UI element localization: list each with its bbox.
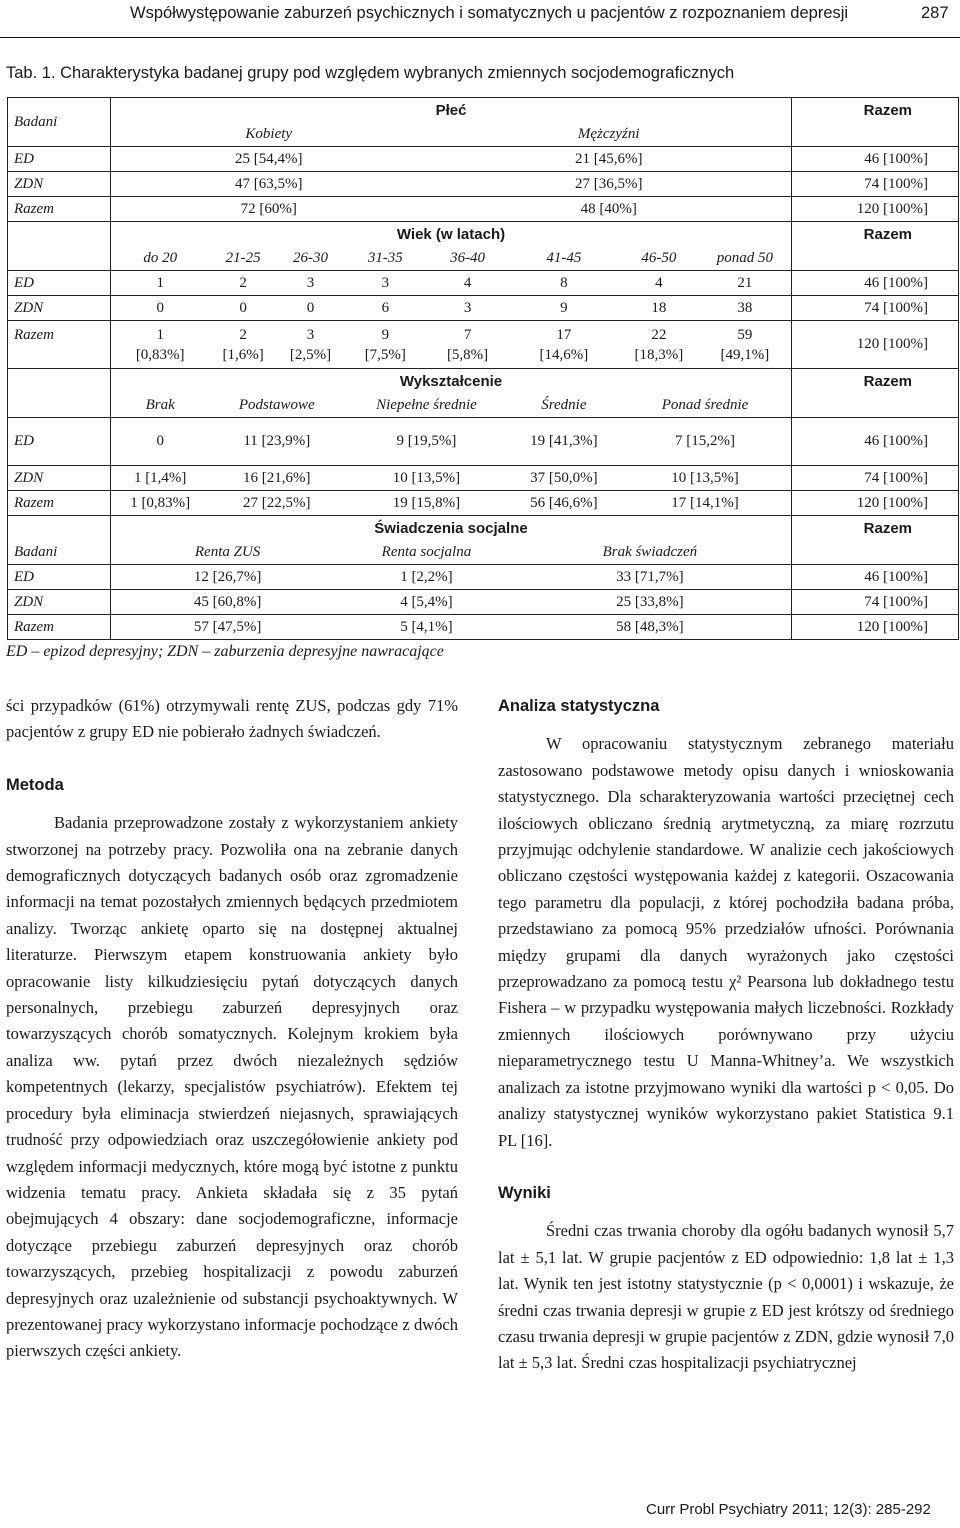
table-cell: 48 [40%] [426,197,791,222]
col-header: 36-40 [450,249,486,266]
journal-citation: Curr Probl Psychiatry 2011; 12(3): 285-292 [646,1501,931,1518]
table-cell: 59 [49,1%] [699,321,792,369]
total-cell: 74 [100%] [792,296,959,321]
col-header: Ponad średnie [661,396,749,413]
table-cell: 0 [111,418,210,466]
row-label: ED [8,147,111,172]
table-cell: 21 [45,6%] [426,147,791,172]
total-cell: 74 [100%] [792,590,959,615]
row-label: Razem [8,491,111,516]
col-header: Niepełne średnie [376,396,477,413]
section-heading-wyniki: Wyniki [498,1183,551,1202]
table-cell: 8 [509,271,619,296]
row-label: ED [8,418,111,466]
table-cell: 6 [344,296,426,321]
total-header: Razem [792,369,959,394]
table-cell: 9 [7,5%] [344,321,426,369]
table-cell: 17 [14,1%] [619,491,791,516]
table-cell: 7 [5,8%] [426,321,508,369]
table-cell: 3 [426,296,508,321]
table-cell: 1 [2,2%] [344,565,509,590]
total-cell: 120 [100%] [792,491,959,516]
row-label: Razem [8,615,111,640]
col-header: do 20 [143,249,178,266]
total-cell: 74 [100%] [792,466,959,491]
table-cell: 1 [111,271,210,296]
paragraph: W opracowaniu statystycznym zebranego materiału zastosowano podstawowe metody opisu danych i wnioskowania statystycznego. Dla scharakteryzowania wartości przeciętnej cech ilościowych obliczano średnią arytmetyczną, za miarę rozrzutu przyjmując odchylenie standardowe. W analizie cech jakościowych obliczano częstości występowania każdej z kategorii. Oszacowania tego parametru dla populacji, z której pochodziła badana próba, przedstawiano za pomocą 95% przedziałów ufności. Porównania między grupami dla danych wyrażonych jako częstości przeprowadzano za pomocą testu χ² Pearsona lub dokładnego testu Fishera – w przypadku występowania małych liczebności. Rozkłady zmiennych ilościowych porównywano przy użyciu nieparametrycznego testu U Manna-Whitney’a. We wszystkich analizach za istotne przyjmowano wyniki dla wartości p < 0,05. Do analizy statystycznej wyników wykorzystano pakiet Statistica 9.1 PL [16]. [498,734,954,1150]
total-cell: 46 [100%] [792,147,959,172]
table-caption: Tab. 1. Charakterystyka badanej grupy pod względem wybranych zmiennych socjodemograficznych [6,64,735,82]
paragraph: Badania przeprowadzone zostały z wykorzystaniem ankiety stworzonej na potrzeby pracy. Pozwoliła ona na zebranie danych demograficznych dotyczących badanych osób oraz zgromadzenie informacji na temat pozostałych zmiennych będących przedmiotem analizy. Tworząc ankietę oparto się na dostępnej aktualnej literaturze. Pierwszym etapem konstruowania ankiety było opracowanie listy kilkudziesięciu pytań dotyczących danych personalnych, przebiegu zaburzeń depresyjnych oraz towarzyszących chorób somatycznych. Kolejnym krokiem była analiza ww. pytań przez dwóch niezależnych sędziów kompetentnych (lekarzy, specjalistów psychiatrów). Efektem tej procedury była eliminacja stwierdzeń niejasnych, sprawiających trudność przy odpowiedziach oraz uszczegółowienie ankiety pod względem informacji medycznych, które mogą być istotne z punktu widzenia tematu pracy. Ankieta składała się z 35 pytań obejmujących 4 obszary: dane socjodemograficzne, informacje dotyczące przebiegu zaburzeń depresyjnych oraz chorób towarzyszących, przebieg hospitalizacji z powodu zaburzeń depresyjnych oraz uzależnienie od substancji psychoaktywnych. W prezentowanej pracy wykorzystano informacje pochodzące z dwóch pierwszych części ankiety. [6,813,458,1361]
table-cell: 2 [209,271,276,296]
table-cell: 12 [26,7%] [111,565,345,590]
total-cell: 120 [100%] [792,615,959,640]
total-header: Razem [792,98,959,123]
section-heading-analiza: Analiza statystyczna [498,697,660,715]
table-cell: 19 [41,3%] [509,418,619,466]
page-number: 287 [921,4,949,22]
table-cell: 27 [22,5%] [209,491,344,516]
table-cell: 37 [50,0%] [509,466,619,491]
table-cell: 3 [277,271,344,296]
table-cell: 58 [48,3%] [509,615,792,640]
group-header-wiek: Wiek (w latach) [111,222,792,247]
table-cell: 4 [426,271,508,296]
table-cell: 4 [5,4%] [344,590,509,615]
row-label: ZDN [8,296,111,321]
group-header-swiadczenia: Świadczenia socjalne [111,516,792,541]
table-cell: 3 [2,5%] [277,321,344,369]
table-cell: 45 [60,8%] [111,590,345,615]
col-header: Brak świadczeń [602,543,698,560]
table-cell: 9 [19,5%] [344,418,509,466]
left-column [6,693,458,1365]
paragraph: Średni czas trwania choroby dla ogółu badanych wynosił 5,7 lat ± 5,1 lat. W grupie pacjentów z ED odpowiednio: 1,8 lat ± 1,3 lat. Wynik ten jest istotny statystycznie (p < 0,0001) i wskazuje, że średni czas trwania depresji w grupie z ED jest krótszy od średniego czasu trwania depresji w grupie pacjentów z ZDN, gdzie wynosił 7,0 lat ± 5,3 lat. Średni czas hospitalizacji psychiatrycznej [498,1221,954,1373]
paragraph: ści przypadków (61%) otrzymywali rentę ZUS, podczas gdy 71% pacjentów z grupy ED nie pobierało żadnych świadczeń. [6,696,458,742]
col-header: 46-50 [641,249,677,266]
col-header: Renta socjalna [381,543,472,560]
table-cell: 9 [509,296,619,321]
group-header-wyksztalcenie: Wykształcenie [111,369,792,394]
table-cell: 11 [23,9%] [209,418,344,466]
table-cell: 72 [60%] [111,197,427,222]
col-header: 41-45 [546,249,582,266]
row-label: Razem [8,321,111,369]
table-cell: 38 [699,296,792,321]
demographics-table [7,97,959,640]
total-cell: 120 [100%] [792,321,959,369]
section-heading-metoda: Metoda [6,775,64,794]
table-cell: 47 [63,5%] [111,172,427,197]
total-cell: 46 [100%] [792,565,959,590]
row-label: ZDN [8,590,111,615]
col-header: Brak [145,396,175,413]
table-cell: 1 [0,83%] [111,321,210,369]
total-cell: 46 [100%] [792,418,959,466]
row-label: ZDN [8,466,111,491]
col-header: 31-35 [367,249,403,266]
table-cell: 18 [619,296,699,321]
total-cell: 46 [100%] [792,271,959,296]
col-header: Kobiety [245,125,293,142]
col-header: Renta ZUS [194,543,261,560]
row-header-badani: Badani [8,98,111,147]
row-label: ED [8,271,111,296]
table-cell: 21 [699,271,792,296]
table-cell: 27 [36,5%] [426,172,791,197]
table-cell: 16 [21,6%] [209,466,344,491]
table-cell: 33 [71,7%] [509,565,792,590]
running-title: Współwystępowanie zaburzeń psychicznych i somatycznych u pacjentów z rozpoznaniem depresji [130,4,849,22]
col-header: Średnie [541,396,587,413]
total-cell: 74 [100%] [792,172,959,197]
row-label: ZDN [8,172,111,197]
row-label: Razem [8,197,111,222]
table-cell: 10 [13,5%] [344,466,509,491]
group-header-plec: Płeć [111,98,792,123]
col-header: ponad 50 [716,249,773,266]
row-label: ED [8,565,111,590]
header-rule [0,37,960,38]
table-cell: 1 [1,4%] [111,466,210,491]
table-cell: 0 [111,296,210,321]
table-cell: 2 [1,6%] [209,321,276,369]
col-header: 26-30 [292,249,328,266]
right-column [498,693,954,1377]
row-header-badani: Badani [8,540,111,565]
col-header: Mężczyźni [577,125,640,142]
table-cell: 0 [209,296,276,321]
col-header: Podstawowe [238,396,315,413]
table-cell: 56 [46,6%] [509,491,619,516]
table-cell: 1 [0,83%] [111,491,210,516]
table-cell: 0 [277,296,344,321]
total-header: Razem [792,516,959,541]
table-cell: 3 [344,271,426,296]
col-header: 21-25 [225,249,261,266]
table-cell: 4 [619,271,699,296]
table-cell: 22 [18,3%] [619,321,699,369]
table-cell: 5 [4,1%] [344,615,509,640]
table-cell: 10 [13,5%] [619,466,791,491]
table-cell: 25 [33,8%] [509,590,792,615]
table-cell: 25 [54,4%] [111,147,427,172]
table-footnote: ED – epizod depresyjny; ZDN – zaburzenia depresyjne nawracające [6,643,444,660]
total-header: Razem [792,222,959,247]
table-cell: 19 [15,8%] [344,491,509,516]
total-cell: 120 [100%] [792,197,959,222]
table-cell: 17 [14,6%] [509,321,619,369]
table-cell: 57 [47,5%] [111,615,345,640]
table-cell: 7 [15,2%] [619,418,791,466]
